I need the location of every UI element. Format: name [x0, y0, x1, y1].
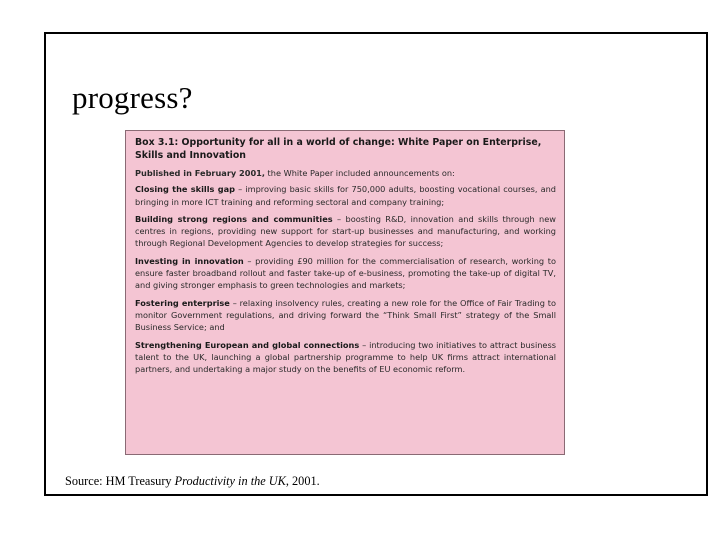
slide-title: progress?	[72, 80, 193, 115]
box-intro-text: the White Paper included announcements on:	[264, 168, 455, 178]
box-intro	[135, 167, 556, 179]
box-item-enterprise	[135, 297, 556, 334]
box-item-innovation	[135, 255, 556, 292]
box-item-global	[135, 339, 556, 376]
box-item-text: – introducing two initiatives to attract business talent to the UK, launching a global partnership programme to help UK firms attract international partners, and undertaking a major study on the benefits of EU economic reform.	[135, 339, 556, 375]
box-item-regions	[135, 213, 556, 250]
box-item-lead: Building strong regions and communities	[135, 213, 333, 224]
box-item-text: – providing £90 million for the commercialisation of research, working to ensure faster broadband rollout and faster take-up of e-business, promoting the take-up of digital TV, and giving stronger emphasis to green technologies and markets;	[135, 255, 556, 291]
source-citation	[65, 474, 320, 489]
box-item-lead: Closing the skills gap	[135, 184, 236, 195]
box-item-skills	[135, 183, 556, 208]
box-heading: Box 3.1: Opportunity for all in a world of change: White Paper on Enterprise, Skills and Innovation	[135, 137, 542, 161]
box-intro-date: Published in February 2001,	[135, 168, 265, 178]
source-prefix: Source: HM Treasury	[65, 474, 175, 488]
box-item-lead: Strengthening European and global connections	[135, 339, 360, 350]
box-item-text: – relaxing insolvency rules, creating a new role for the Office of Fair Trading to monitor Government regulations, and driving forward the “Think Small First” strategy of the Small Business Service; and	[135, 297, 556, 333]
box-item-lead: Fostering enterprise	[135, 297, 230, 308]
box-item-text: – improving basic skills for 750,000 adults, boosting vocational courses, and bringing in more ICT training and reforming sectoral and company training;	[135, 184, 556, 207]
text-box	[125, 130, 565, 455]
box-item-text: – boosting R&D, innovation and skills through new centres in regions, providing new support for start-up businesses and manufacturing, and working through Regional Development Agencies to develop strategies for success;	[135, 213, 556, 249]
box-item-lead: Investing in innovation	[135, 255, 244, 266]
source-suffix: , 2001.	[285, 474, 320, 488]
source-title: Productivity in the UK	[174, 474, 286, 488]
